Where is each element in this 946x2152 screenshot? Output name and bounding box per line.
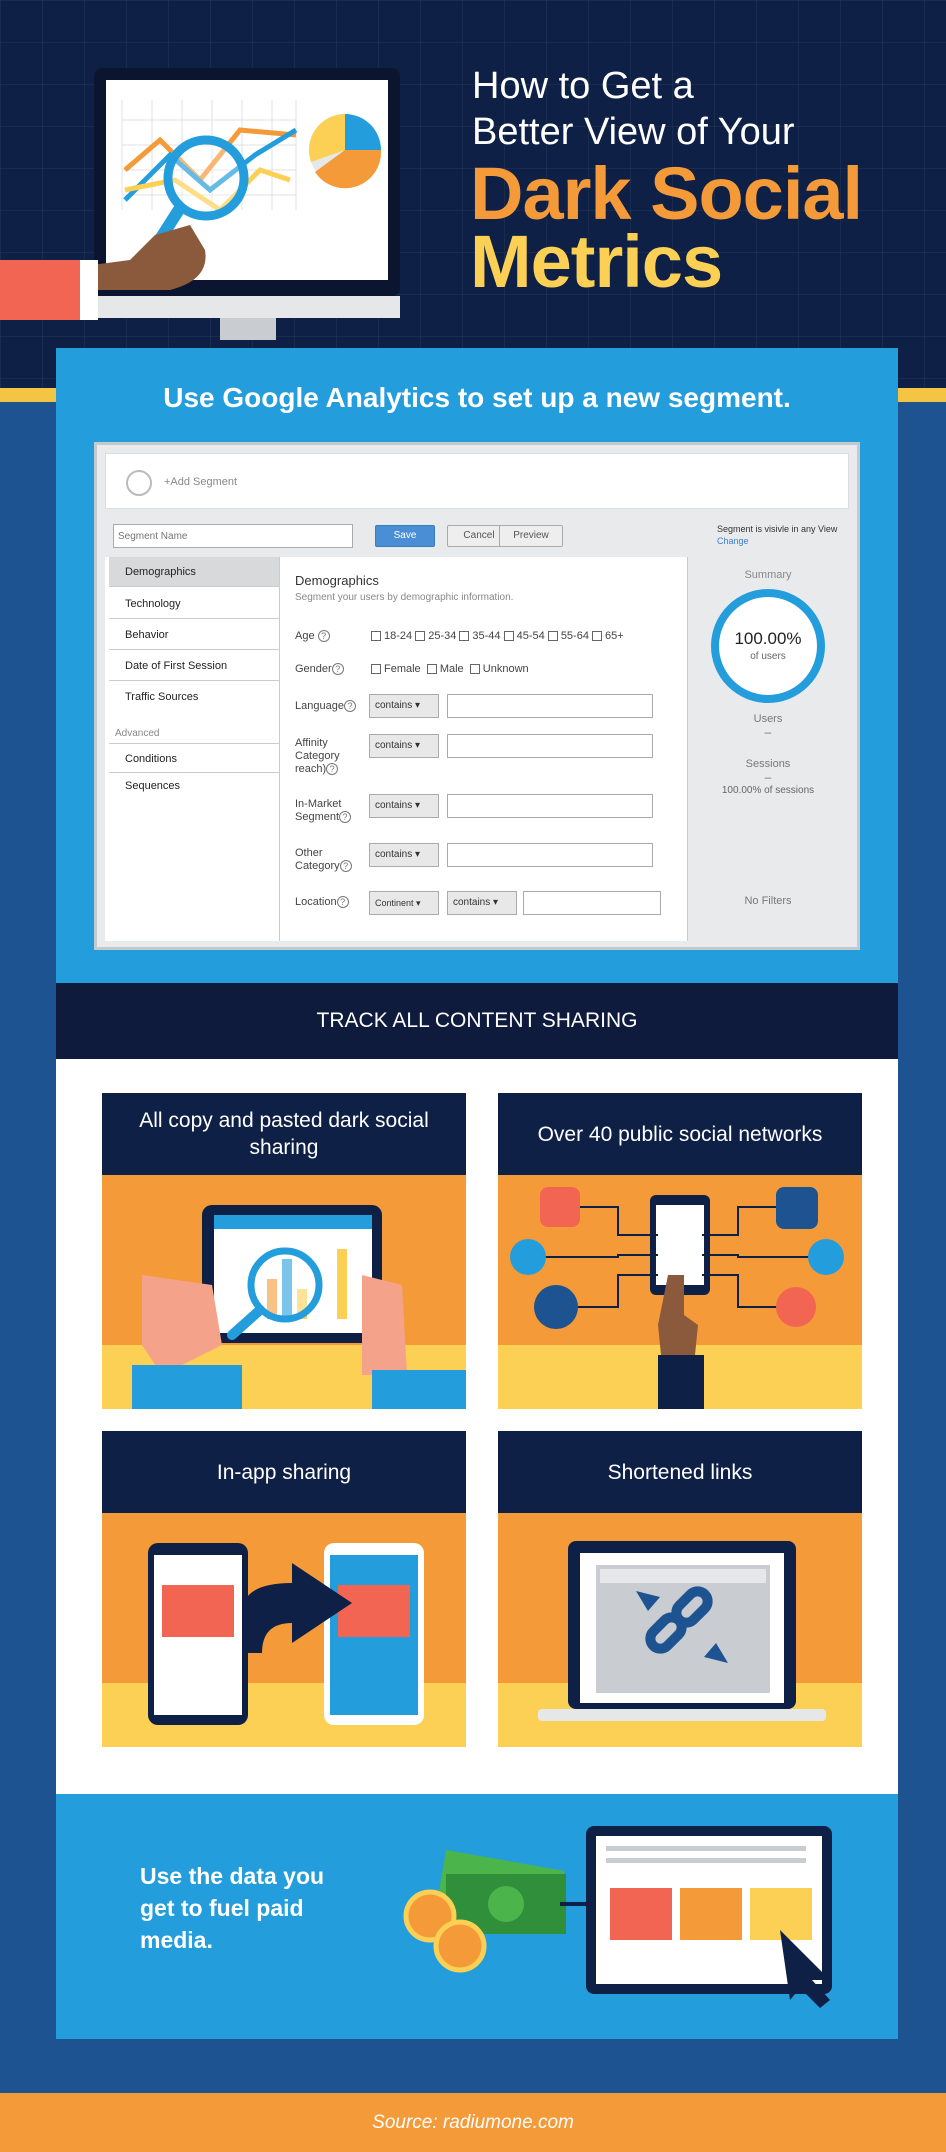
help-icon[interactable]: ?: [326, 763, 338, 775]
gender-options: [371, 663, 529, 675]
age-row: [295, 630, 330, 642]
header-line-3: Dark Social: [470, 152, 863, 235]
location-label: Location: [295, 896, 337, 908]
nav-conditions[interactable]: Conditions: [109, 743, 279, 773]
location-value-input[interactable]: [523, 891, 661, 915]
age-label: Age: [295, 630, 315, 642]
panel-heading: Demographics: [295, 573, 379, 588]
gender-checkbox[interactable]: [371, 664, 381, 674]
nav-technology[interactable]: Technology: [109, 589, 279, 619]
age-checkbox[interactable]: [548, 631, 558, 641]
age-checkbox[interactable]: [592, 631, 602, 641]
phones-share-illustration: [102, 1513, 466, 1747]
help-icon[interactable]: ?: [344, 700, 356, 712]
segment-form: [94, 442, 860, 950]
nav-behavior[interactable]: Behavior: [109, 620, 279, 650]
other-operator-select[interactable]: contains ▾: [369, 843, 439, 867]
age-option-label: 25-34: [428, 630, 457, 642]
add-segment-bar[interactable]: [105, 453, 849, 509]
gender-row: [295, 663, 344, 675]
gender-checkbox[interactable]: [470, 664, 480, 674]
nav-demographics[interactable]: Demographics: [109, 557, 279, 587]
users-label: Users: [753, 713, 783, 725]
select-value: Continent: [375, 898, 414, 908]
advanced-label: Advanced: [115, 728, 160, 739]
help-icon[interactable]: ?: [339, 811, 351, 823]
help-icon[interactable]: ?: [332, 663, 344, 675]
gender-checkbox[interactable]: [427, 664, 437, 674]
inmarket-row: [295, 798, 355, 824]
header-line-1: How to Get a: [472, 65, 694, 107]
select-value: contains: [375, 800, 413, 811]
card-shortened-links: [498, 1431, 862, 1747]
gender-label: Gender: [295, 663, 332, 675]
sessions-percent: 100.00% of sessions: [721, 785, 815, 796]
card-title: All copy and pasted dark social sharing: [102, 1093, 466, 1175]
select-value: contains: [375, 849, 413, 860]
track-title: TRACK ALL CONTENT SHARING: [56, 983, 898, 1059]
select-value: contains: [453, 897, 491, 908]
age-checkbox[interactable]: [415, 631, 425, 641]
card-title: Shortened links: [498, 1431, 862, 1513]
location-operator-select[interactable]: contains ▾: [447, 891, 517, 915]
affinity-operator-select[interactable]: contains ▾: [369, 734, 439, 758]
header-line-2: Better View of Your: [472, 111, 795, 153]
age-option-label: 18-24: [384, 630, 413, 642]
monitor-magnifier-illustration: [0, 60, 420, 340]
phone-social-illustration: [498, 1175, 862, 1409]
other-category-label: Other Category: [295, 847, 340, 872]
inmarket-operator-select[interactable]: contains ▾: [369, 794, 439, 818]
age-option-label: 55-64: [560, 630, 589, 642]
language-row: [295, 700, 356, 712]
nav-sequences[interactable]: Sequences: [125, 780, 181, 792]
affinity-value-input[interactable]: [447, 734, 653, 758]
money-monitor-illustration: [400, 1820, 860, 2020]
age-option-label: 45-54: [516, 630, 545, 642]
inmarket-label: In-Market Segment: [295, 798, 342, 823]
laptop-link-icon: [498, 1513, 862, 1747]
visibility-note: [717, 523, 847, 547]
panel-subheading: Segment your users by demographic information.: [295, 592, 514, 603]
cancel-button[interactable]: Cancel: [447, 525, 511, 547]
nav-traffic-sources[interactable]: Traffic Sources: [125, 691, 199, 703]
sessions-label: Sessions: [745, 758, 791, 770]
gender-option-label: Female: [384, 663, 421, 675]
gender-option-label: Unknown: [482, 663, 529, 675]
summary-label: Summary: [744, 569, 792, 581]
help-icon[interactable]: ?: [340, 860, 352, 872]
nav-date-of-first-session[interactable]: Date of First Session: [109, 651, 279, 681]
gender-option-label: Male: [439, 663, 464, 675]
no-filters: No Filters: [744, 895, 792, 907]
language-operator-select[interactable]: contains ▾: [369, 694, 439, 718]
select-value: contains: [375, 700, 413, 711]
age-checkbox[interactable]: [504, 631, 514, 641]
segment-name-input[interactable]: [113, 524, 353, 548]
add-segment-icon[interactable]: [126, 470, 152, 496]
visibility-note-text: Segment is visivle in any View: [717, 524, 838, 534]
age-option-label: 35-44: [472, 630, 501, 642]
language-value-input[interactable]: [447, 694, 653, 718]
card-copy-paste: [102, 1093, 466, 1409]
card-in-app-sharing: [102, 1431, 466, 1747]
segment-section-title: Use Google Analytics to set up a new segment.: [163, 382, 791, 413]
affinity-label: Affinity Category reach): [295, 737, 340, 775]
header-line-4: Metrics: [470, 220, 723, 303]
source-footer: Source: radiumone.com: [0, 2093, 946, 2152]
language-label: Language: [295, 700, 344, 712]
age-checkbox[interactable]: [371, 631, 381, 641]
tablet-chart-illustration: [102, 1175, 466, 1409]
other-value-input[interactable]: [447, 843, 653, 867]
preview-button[interactable]: Preview: [499, 525, 563, 547]
affinity-row: [295, 737, 355, 776]
help-icon[interactable]: ?: [318, 630, 330, 642]
location-row: [295, 896, 349, 908]
card-title: In-app sharing: [102, 1431, 466, 1513]
age-option-label: 65+: [605, 630, 624, 642]
paid-media-text: Use the data you get to fuel paid media.: [140, 1863, 325, 1953]
save-button[interactable]: Save: [375, 525, 435, 547]
card-title: Over 40 public social networks: [498, 1093, 862, 1175]
age-options: [371, 630, 624, 642]
other-category-row: [295, 847, 355, 873]
change-link[interactable]: Change: [717, 536, 749, 546]
inmarket-value-input[interactable]: [447, 794, 653, 818]
add-segment-label[interactable]: +Add Segment: [164, 476, 238, 488]
summary-percent: 100.00%: [734, 629, 802, 648]
summary-of-users: of users: [750, 651, 786, 662]
location-scope-select[interactable]: Continent ▾: [369, 891, 439, 915]
age-checkbox[interactable]: [459, 631, 469, 641]
select-value: contains: [375, 740, 413, 751]
users-value: –: [764, 725, 772, 739]
header-banner: [0, 0, 946, 388]
card-social-networks: [498, 1093, 862, 1409]
sessions-value: –: [764, 770, 772, 784]
help-icon[interactable]: ?: [337, 896, 349, 908]
